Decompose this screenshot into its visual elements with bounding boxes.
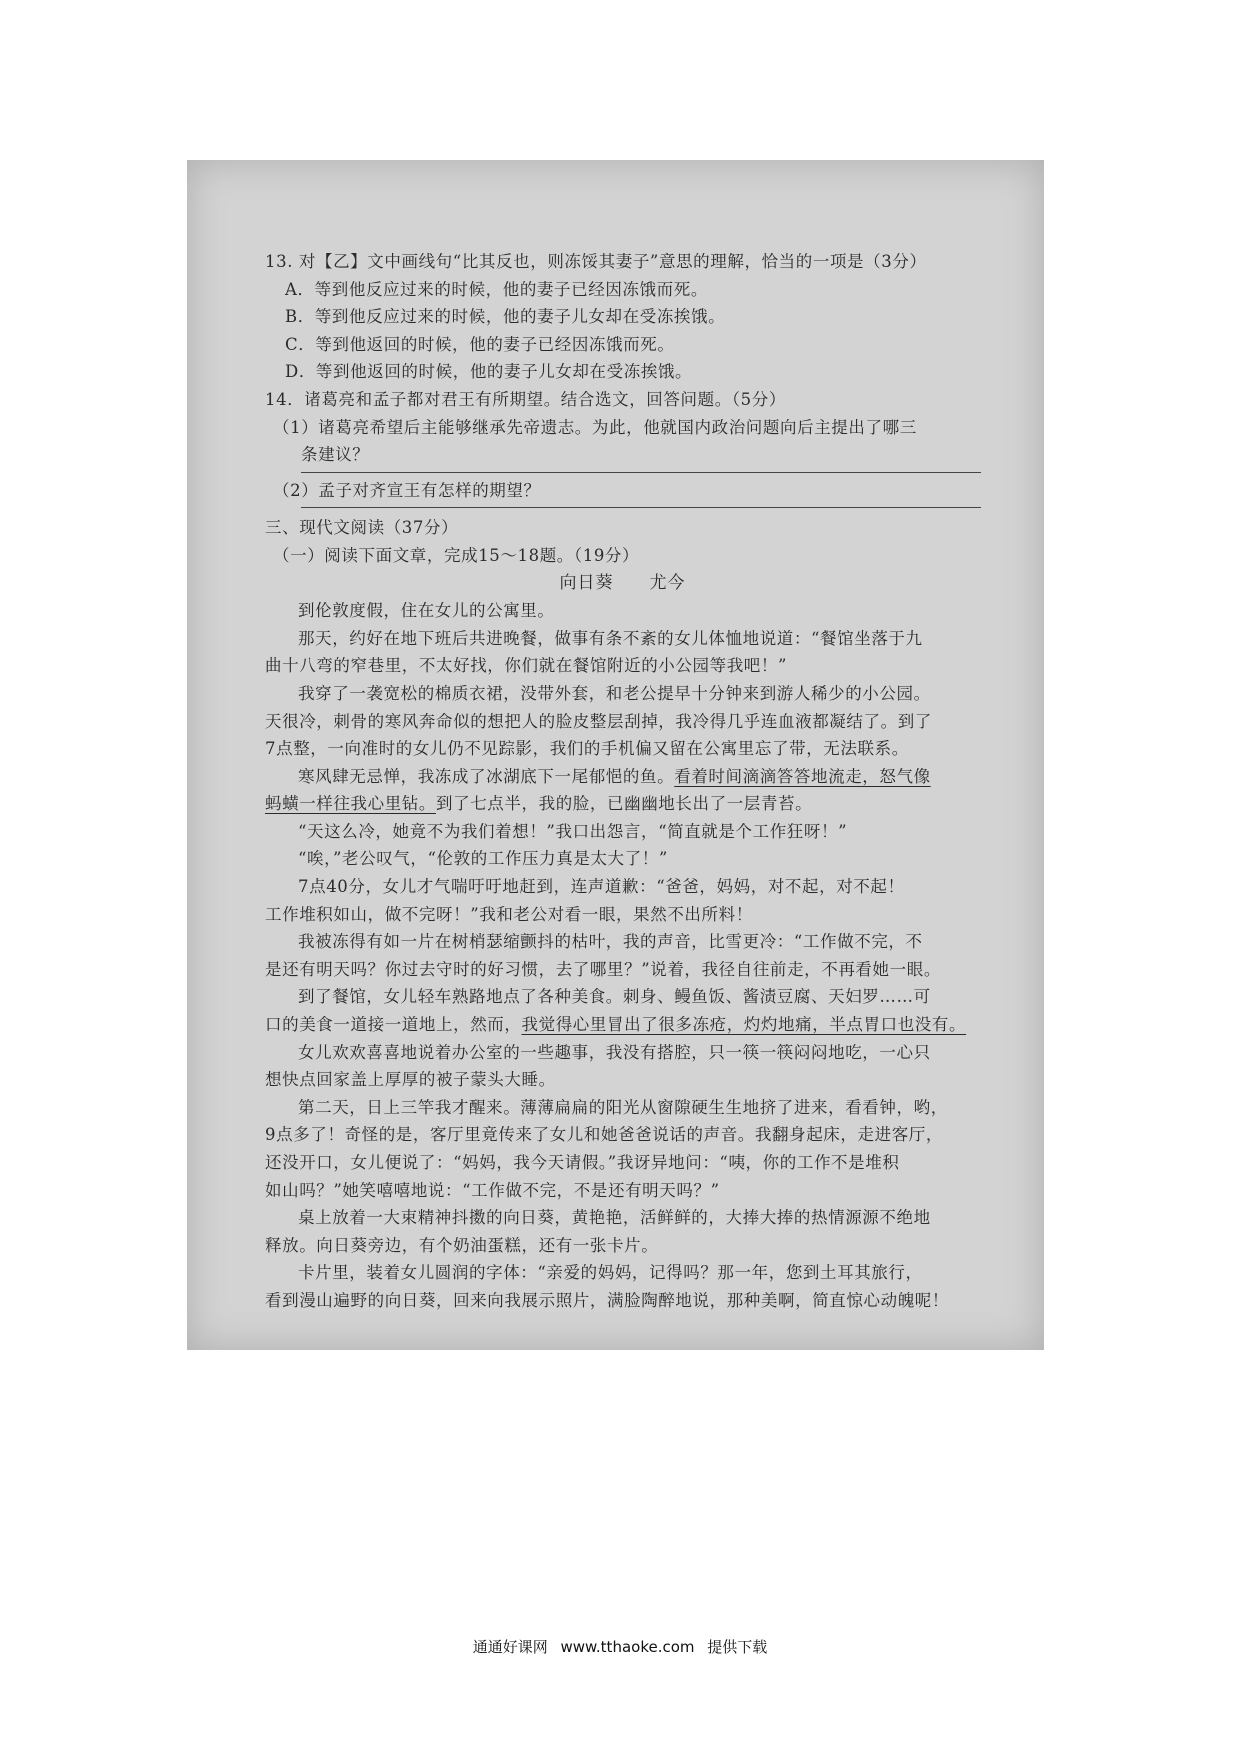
article-title-line bbox=[265, 570, 980, 598]
article-text: 口的美食一道接一道地上，然而， bbox=[265, 1015, 522, 1035]
question-14-stem: 14．诸葛亮和孟子都对君王有所期望。结合选文，回答问题。（5分） bbox=[265, 389, 786, 409]
answer-line-2 bbox=[301, 506, 981, 508]
article-paragraph: 卡片里，装着女儿圆润的字体：“亲爱的妈妈，记得吗？那一年，您到土耳其旅行， bbox=[298, 1263, 923, 1283]
article-paragraph: 那天，约好在地下班后共进晚餐，做事有条不紊的女儿体恤地说道：“餐馆坐落于九 bbox=[298, 628, 923, 648]
article-paragraph: 到了餐馆，女儿轻车熟路地点了各种美食。刺身、鳗鱼饭、酱渍豆腐、天妇罗……可 bbox=[298, 987, 931, 1007]
answer-line-1 bbox=[301, 471, 981, 473]
article-paragraph: 我穿了一袭宽松的棉质衣裙，没带外套，和老公提早十分钟来到游人稀少的小公园。 bbox=[298, 683, 931, 703]
question-13-option-a: A．等到他反应过来的时候，他的妻子已经因冻饿而死。 bbox=[285, 279, 708, 299]
article-text: 寒风肆无忌惮，我冻成了冰湖底下一尾郁悒的鱼。 bbox=[298, 766, 675, 786]
article-text: 到了七点半，我的脸，已幽幽地长出了一层青苔。 bbox=[436, 794, 813, 814]
article-author: 尤今 bbox=[649, 572, 686, 593]
question-14-sub1-continued: 条建议？ bbox=[301, 445, 370, 465]
question-13-option-c: C．等到他返回的时候，他的妻子已经因冻饿而死。 bbox=[285, 334, 675, 354]
page-footer bbox=[0, 1636, 1240, 1657]
article-paragraph-continued bbox=[265, 1011, 980, 1039]
article-paragraph: 到伦敦度假，住在女儿的公寓里。 bbox=[298, 601, 555, 621]
question-13-stem: 13. 对【乙】文中画线句“比其反也，则冻馁其妻子”意思的理解，恰当的一项是（3分） bbox=[265, 252, 927, 271]
scanned-exam-page bbox=[187, 160, 1044, 1350]
article-paragraph: “唉，”老公叹气，“伦敦的工作压力真是太大了！” bbox=[298, 849, 668, 869]
section-3-heading: 三、现代文阅读（37分） bbox=[265, 518, 459, 538]
footer-suffix: 提供下载 bbox=[707, 1638, 768, 1656]
article-paragraph-continued: 工作堆积如山，做不完呀！”我和老公对看一眼，果然不出所料！ bbox=[265, 904, 753, 924]
article-paragraph: 桌上放着一大束精神抖擞的向日葵，黄艳艳，活鲜鲜的，大捧大捧的热情源源不绝地 bbox=[298, 1208, 931, 1228]
section-3-part-1: （一）阅读下面文章，完成15～18题。（19分） bbox=[273, 545, 640, 565]
underlined-sentence: 蚂蟥一样往我心里钻。 bbox=[265, 794, 436, 814]
article-paragraph-continued: 9点多了！奇怪的是，客厅里竟传来了女儿和她爸爸说话的声音。我翻身起床，走进客厅， bbox=[265, 1125, 943, 1145]
article-paragraph-continued: 想快点回家盖上厚厚的被子蒙头大睡。 bbox=[265, 1070, 556, 1090]
article-paragraph: 我被冻得有如一片在树梢瑟缩颤抖的枯叶，我的声音，比雪更冷：“工作做不完，不 bbox=[298, 932, 923, 952]
question-13-option-b: B．等到他反应过来的时候，他的妻子儿女却在受冻挨饿。 bbox=[285, 307, 726, 327]
article-paragraph-continued: 曲十八弯的窄巷里，不太好找，你们就在餐馆附近的小公园等我吧！” bbox=[265, 656, 788, 676]
article-paragraph-continued: 还没开口，女儿便说了：“妈妈，我今天请假。”我讶异地问：“咦，你的工作不是堆积 bbox=[265, 1153, 900, 1172]
article-paragraph: 女儿欢欢喜喜地说着办公室的一些趣事，我没有搭腔，只一筷一筷闷闷地吃，一心只 bbox=[298, 1042, 931, 1062]
article-paragraph bbox=[265, 763, 980, 791]
footer-url: www.tthaoke.com bbox=[560, 1638, 695, 1656]
footer-site-name: 通通好课网 bbox=[472, 1638, 548, 1656]
article-paragraph: “天这么冷，她竟不为我们着想！”我口出怨言，“简直就是个工作狂呀！” bbox=[298, 821, 848, 841]
article-paragraph-continued: 释放。向日葵旁边，有个奶油蛋糕，还有一张卡片。 bbox=[265, 1235, 659, 1255]
question-14-sub2: （2）孟子对齐宣王有怎样的期望？ bbox=[273, 480, 541, 500]
question-13-option-d: D．等到他返回的时候，他的妻子儿女却在受冻挨饿。 bbox=[285, 362, 693, 382]
article-title: 向日葵 bbox=[559, 572, 614, 593]
article-paragraph-continued: 天很冷，刺骨的寒风奔命似的想把人的脸皮整层刮掉，我冷得几乎连血液都凝结了。到了 bbox=[265, 711, 932, 731]
exam-content bbox=[265, 248, 980, 1315]
article-paragraph-continued bbox=[265, 790, 980, 818]
underlined-sentence: 看着时间滴滴答答地流走，怒气像 bbox=[674, 766, 931, 786]
article-paragraph-continued: 看到漫山遍野的向日葵，回来向我展示照片，满脸陶醉地说，那种美啊，简直惊心动魄呢！ bbox=[265, 1290, 949, 1310]
article-paragraph-continued: 7点整，一向准时的女儿仍不见踪影，我们的手机偏又留在公寓里忘了带，无法联系。 bbox=[265, 739, 909, 759]
article-paragraph: 7点40分，女儿才气喘吁吁地赶到，连声道歉：“爸爸，妈妈，对不起，对不起！ bbox=[298, 877, 905, 897]
article-paragraph: 第二天，日上三竿我才醒来。薄薄扁扁的阳光从窗隙硬生生地挤了进来，看看钟，哟， bbox=[298, 1097, 948, 1117]
article-paragraph-continued: 是还有明天吗？你过去守时的好习惯，去了哪里？”说着，我径自往前走，不再看她一眼。 bbox=[265, 959, 941, 979]
underlined-sentence: 我觉得心里冒出了很多冻疮，灼灼地痛，半点胃口也没有。 bbox=[521, 1015, 967, 1035]
question-14-sub1: （1）诸葛亮希望后主能够继承先帝遗志。为此，他就国内政治问题向后主提出了哪三 bbox=[273, 417, 917, 437]
article-paragraph-continued: 如山吗？”她笑嘻嘻地说：“工作做不完，不是还有明天吗？” bbox=[265, 1180, 720, 1200]
